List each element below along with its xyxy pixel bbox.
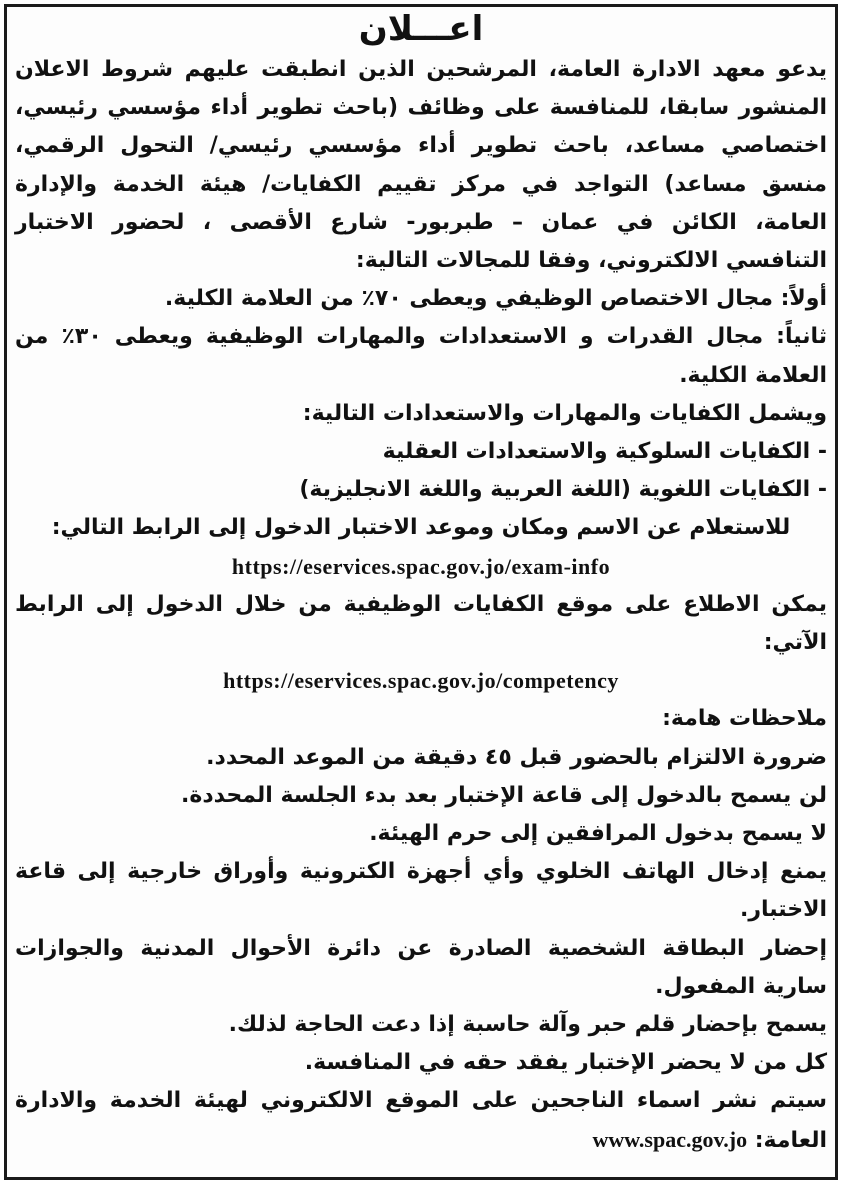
closing-text: سيتم نشر اسماء الناجحين على الموقع الالكتروني لهيئة الخدمة والادارة العامة: xyxy=(15,1088,827,1153)
note-item-7: كل من لا يحضر الإختبار يفقد حقه في المنافسة. xyxy=(304,1050,827,1076)
intro-paragraph: يدعو معهد الادارة العامة، المرشحين الذين انطبقت عليهم شروط الاعلان المنشور سابقا، للمنافسة على وظائف (باحث تطوير أداء مؤسسي رئيسي، اختصاصي مساعد، باحث تطوير أداء مؤسسي رئيسي/ التحول الرقمي، منسق مساعد) التواجد في مركز تقييم الكفايات/ هيئة الخدمة والإدارة العامة، الكائن في عمان – طبربور- شارع الأقصى ، لحضور الاختبار التنافسي الالكتروني، وفقا للمجالات التالية: xyxy=(15,57,827,274)
note-item-2: لن يسمح بالدخول إلى قاعة الإختبار بعد بدء الجلسة المحددة. xyxy=(181,782,827,808)
note-item-4: يمنع إدخال الهاتف الخلوي وأي أجهزة الكترونية وأوراق خارجية إلى قاعة الاختبار. xyxy=(15,859,827,923)
note-item-6: يسمح بإحضار قلم حبر وآلة حاسبة إذا دعت الحاجة لذلك. xyxy=(228,1012,827,1038)
competency-item-2: - الكفايات اللغوية (اللغة العربية واللغة الانجليزية) xyxy=(299,477,827,503)
exam-info-text: للاستعلام عن الاسم ومكان وموعد الاختبار الدخول إلى الرابط التالي: xyxy=(51,515,791,541)
note-item-3: لا يسمح بدخول المرافقين إلى حرم الهيئة. xyxy=(369,821,827,847)
note-item-5: إحضار البطاقة الشخصية الصادرة عن دائرة الأحوال المدنية والجوازات سارية المفعول. xyxy=(15,935,827,999)
competency-site-text: يمكن الاطلاع على موقع الكفايات الوظيفية من خلال الدخول إلى الرابط الآتي: xyxy=(15,591,827,656)
competency-link[interactable]: https://eservices.spac.gov.jo/competency xyxy=(223,668,619,694)
page-title: اعـــلان xyxy=(358,9,484,49)
announcement-body xyxy=(7,7,835,1160)
notes-heading: ملاحظات هامة: xyxy=(662,706,827,732)
exam-info-link[interactable]: https://eservices.spac.gov.jo/exam-info xyxy=(231,553,611,579)
announcement-page xyxy=(4,4,838,1180)
competencies-heading: ويشمل الكفايات والمهارات والاستعدادات التالية: xyxy=(302,400,827,426)
closing-paragraph xyxy=(15,1082,827,1159)
competency-item-1: - الكفايات السلوكية والاستعدادات العقلية xyxy=(382,439,827,465)
website-link[interactable]: www.spac.gov.jo xyxy=(592,1126,748,1152)
field-item-1: أولاً: مجال الاختصاص الوظيفي ويعطى ٧٠٪ من العلامة الكلية. xyxy=(164,286,827,312)
field-item-2: ثانياً: مجال القدرات و الاستعدادات والمهارات الوظيفية ويعطى ٣٠٪ من العلامة الكلية. xyxy=(15,324,827,388)
note-item-1: ضرورة الالتزام بالحضور قبل ٤٥ دقيقة من الموعد المحدد. xyxy=(206,744,827,770)
